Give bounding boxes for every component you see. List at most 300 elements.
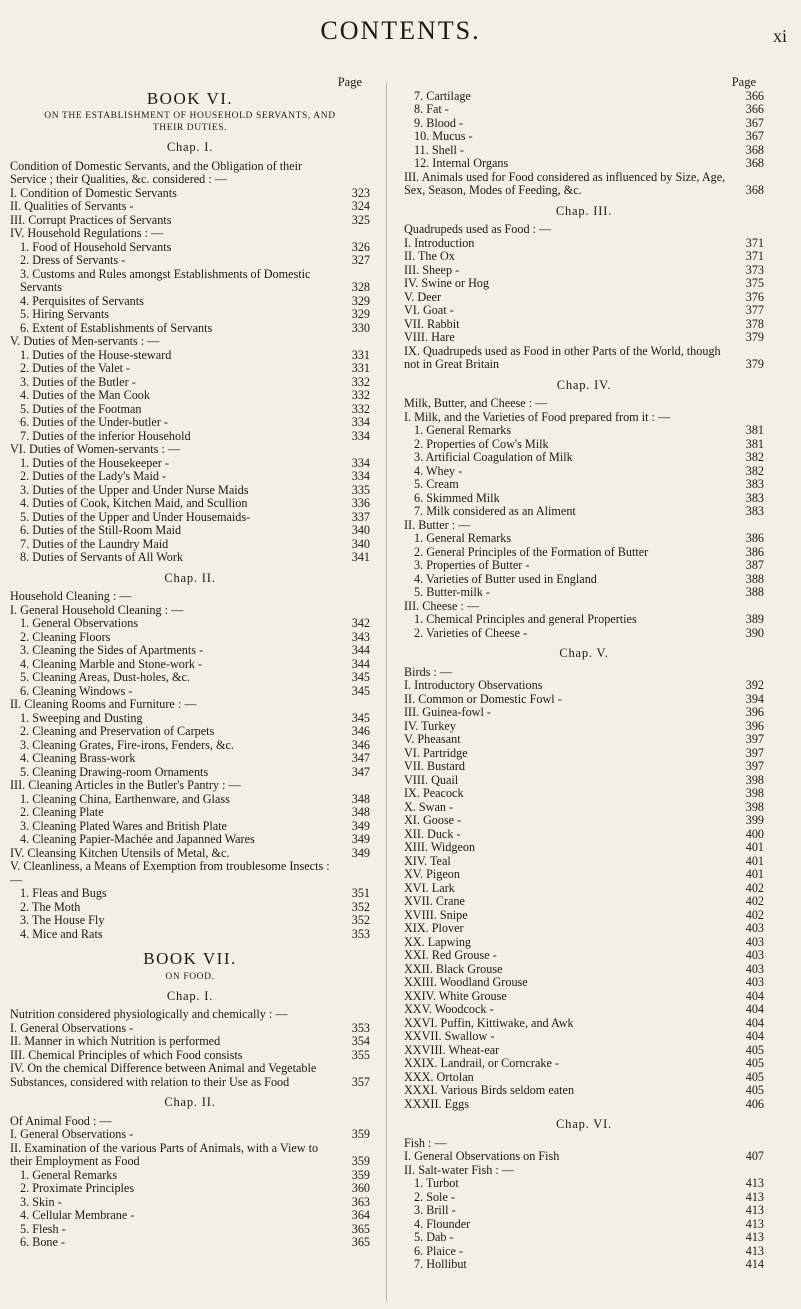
entry-title: 7. Cartilage: [414, 88, 471, 103]
entry-title: 1. Cleaning China, Earthenware, and Glass: [20, 791, 230, 806]
chapter-heading: Chap. III.: [555, 203, 613, 218]
entry-page: 396: [745, 705, 764, 719]
entry-page: 383: [745, 504, 764, 518]
entry-page: 398: [745, 786, 764, 800]
entry-page: 340: [351, 523, 370, 537]
entry-title: 4. Duties of the Man Cook: [20, 388, 150, 402]
toc-entry: [404, 760, 764, 774]
toc-entry: [404, 505, 764, 519]
entry-page: 325: [351, 212, 370, 227]
entry-page: 335: [351, 482, 370, 497]
entry-title: XXV. Woodcock -: [404, 1002, 494, 1016]
entry-page: 402: [745, 894, 764, 908]
entry-title: 3. Customs and Rules amongst Establishments of Domestic Servants: [20, 266, 311, 294]
toc-entry: [404, 882, 764, 896]
book-subtitle: ON FOOD.: [165, 971, 215, 982]
entry-title: 2. Duties of the Valet -: [20, 361, 131, 375]
toc-entry: [404, 1218, 764, 1232]
toc-entry: [404, 774, 764, 788]
toc-entry: [404, 1084, 764, 1098]
entry-page: 403: [745, 961, 764, 976]
entry-title: II. Salt-water Fish : —: [404, 1162, 515, 1177]
entry-page: 399: [745, 813, 764, 827]
toc-entry: [404, 318, 764, 332]
entry-title: II. Common or Domestic Fowl -: [404, 691, 562, 706]
entry-page: 348: [351, 805, 370, 819]
toc-entry: [10, 308, 370, 322]
toc-entry: [404, 264, 764, 278]
toc-entry: [10, 1049, 370, 1063]
entry-title: 5. Cleaning Drawing-room Ornaments: [20, 764, 209, 779]
toc-entry: [10, 214, 370, 228]
entry-title: 11. Shell -: [414, 142, 464, 157]
toc-entry: [10, 524, 370, 538]
toc-entry: [10, 820, 370, 834]
entry-title: 7. Hollibut: [414, 1257, 467, 1271]
toc-entry: [10, 187, 370, 201]
entry-page: 365: [351, 1235, 370, 1249]
entry-page: 332: [351, 401, 370, 416]
entry-title: 5. Hiring Servants: [20, 307, 110, 321]
toc-entry: [404, 250, 764, 264]
entry-page: 388: [745, 585, 764, 599]
chapter-heading: Chap. I.: [166, 140, 214, 154]
entry-title: 4. Cleaning Brass-work: [20, 751, 136, 765]
entry-page: 326: [351, 239, 370, 254]
chapter-heading: Chap. II.: [164, 1095, 216, 1109]
toc-entry: [404, 963, 764, 977]
entry-page: 334: [351, 428, 370, 443]
toc-entry: [404, 397, 764, 411]
entry-title: 8. Fat -: [414, 102, 449, 116]
entry-title: VI. Goat -: [404, 303, 454, 317]
entry-title: XXII. Black Grouse: [404, 961, 503, 976]
entry-title: XII. Duck -: [404, 826, 461, 841]
entry-page: 413: [745, 1230, 764, 1244]
entry-page: 337: [351, 509, 370, 524]
entry-page: 375: [745, 276, 764, 290]
entry-title: IV. Swine or Hog: [404, 276, 490, 290]
entry-title: XVI. Lark: [404, 880, 455, 895]
toc-entry: [404, 841, 764, 855]
entry-title: XXX. Ortolan: [404, 1069, 474, 1084]
entry-page: 343: [351, 629, 370, 644]
entry-title: 2. Proximate Principles: [20, 1181, 135, 1195]
toc-entry: [404, 171, 764, 198]
entry-page: 341: [351, 550, 370, 564]
entry-page: 346: [351, 737, 370, 752]
running-title: CONTENTS.: [320, 16, 481, 45]
entry-page: 344: [351, 656, 370, 671]
entry-page: 403: [745, 948, 764, 962]
entry-page: 357: [351, 1074, 370, 1089]
toc-entry: [10, 1209, 370, 1223]
entry-page: 413: [745, 1189, 764, 1204]
entry-title: X. Swan -: [404, 799, 454, 814]
entry-page: 381: [745, 436, 764, 451]
entry-title: III. Guinea-fowl -: [404, 705, 491, 719]
entry-title: 4. Cellular Membrane -: [20, 1208, 135, 1222]
entry-title: 2. Varieties of Cheese -: [414, 625, 528, 640]
entry-page: 324: [351, 199, 370, 213]
entry-page: 394: [745, 691, 764, 706]
entry-title: 1. General Remarks: [20, 1167, 118, 1182]
entry-page: 402: [745, 907, 764, 922]
toc-entry: [10, 617, 370, 631]
page-column-label: Page: [337, 75, 362, 89]
entry-page: 413: [745, 1203, 764, 1217]
entry-title: 6. Duties of the Under-butler -: [20, 415, 168, 429]
entry-page: 359: [351, 1154, 370, 1168]
entry-page: 401: [745, 840, 764, 854]
entry-page: 397: [745, 745, 764, 760]
toc-entry: [404, 733, 764, 747]
toc-entry: [10, 631, 370, 645]
entry-page: 332: [351, 374, 370, 389]
entry-title: 1. Fleas and Bugs: [20, 886, 107, 900]
entry-page: 403: [745, 934, 764, 949]
toc-entry: [404, 855, 764, 869]
entry-page: 353: [351, 1020, 370, 1035]
entry-title: I. General Observations -: [10, 1020, 134, 1035]
entry-page: 366: [745, 102, 764, 116]
entry-page: 334: [351, 469, 370, 483]
toc-entry: [404, 559, 764, 573]
entry-title: 6. Plaice -: [414, 1243, 464, 1258]
entry-title: V. Cleanliness, a Means of Exemption from troublesome Insects : —: [10, 859, 330, 887]
entry-page: 331: [351, 347, 370, 362]
entry-title: 7. Milk considered as an Aliment: [414, 504, 576, 518]
toc-entry: [10, 604, 370, 618]
toc-entry: [10, 403, 370, 417]
entry-page: 344: [351, 643, 370, 657]
entry-title: 2. Sole -: [414, 1189, 455, 1204]
entry-title: 2. Cleaning and Preservation of Carpets: [20, 724, 215, 738]
entry-page: 329: [351, 307, 370, 321]
toc-entry: [10, 241, 370, 255]
toc-entry: [404, 424, 764, 438]
toc-entry: [10, 847, 370, 861]
toc-entry: [10, 752, 370, 766]
entry-title: III. Corrupt Practices of Servants: [10, 212, 172, 227]
entry-title: 2. Cleaning Floors: [20, 629, 111, 644]
entry-title: III. Animals used for Food considered as influenced by Size, Age, Sex, Season, Modes of Feeding, &c.: [404, 169, 726, 197]
entry-title: XXIX. Landrail, or Corncrake -: [404, 1056, 559, 1070]
entry-title: 1. General Observations: [20, 616, 139, 630]
left-column: [10, 76, 370, 1250]
entry-title: 1. Food of Household Servants: [20, 239, 172, 254]
entry-title: III. Cleaning Articles in the Butler's Pantry : —: [10, 778, 241, 792]
entry-title: 1. Turbot: [414, 1176, 459, 1190]
entry-page: 328: [351, 280, 370, 294]
entry-page: 352: [351, 913, 370, 927]
entry-title: IV. On the chemical Difference between Animal and Vegetable Substances, considered with relation to their Use as Food: [10, 1061, 317, 1089]
entry-title: II. Manner in which Nutrition is performed: [10, 1034, 221, 1048]
toc-entry: [404, 277, 764, 291]
toc-entry: [404, 895, 764, 909]
entry-title: 3. Duties of the Upper and Under Nurse Maids: [20, 482, 249, 497]
entry-title: 10. Mucus -: [414, 129, 473, 143]
entry-title: 5. Flesh -: [20, 1221, 66, 1236]
entry-page: 340: [351, 536, 370, 551]
toc-entry: [10, 806, 370, 820]
entry-title: III. Chemical Principles of which Food consists: [10, 1047, 243, 1062]
chapter-heading: Chap. IV.: [556, 377, 612, 392]
entry-page: 398: [745, 772, 764, 787]
toc-entry: [404, 1017, 764, 1031]
entry-page: 323: [351, 185, 370, 200]
chapter-heading: Chap. V.: [559, 646, 609, 660]
entry-page: 398: [745, 799, 764, 814]
toc-entry: [10, 416, 370, 430]
entry-title: 1. Duties of the Housekeeper -: [20, 455, 169, 470]
toc-entry: [404, 237, 764, 251]
toc-entry: [10, 538, 370, 552]
toc-entry: [10, 376, 370, 390]
toc-entry: [404, 465, 764, 479]
entry-title: 3. Properties of Butter -: [414, 558, 530, 572]
entry-title: 4. Perquisites of Servants: [20, 293, 144, 308]
running-header: [0, 8, 801, 54]
toc-entry: [10, 551, 370, 565]
entry-title: II. Butter : —: [404, 517, 471, 532]
toc-entry: [10, 160, 370, 187]
toc-entry: [404, 478, 764, 492]
entry-title: Quadrupeds used as Food : —: [404, 222, 552, 236]
toc-entry: [10, 511, 370, 525]
entry-title: II. Qualities of Servants -: [10, 199, 134, 213]
entry-page: 327: [351, 253, 370, 267]
toc-entry: [404, 801, 764, 815]
entry-title: 9. Blood -: [414, 115, 464, 130]
entry-title: 4. Mice and Rats: [20, 926, 103, 941]
toc-entry: [404, 693, 764, 707]
entry-title: 5. Dab -: [414, 1230, 454, 1244]
entry-page: 382: [745, 450, 764, 464]
toc-entry: [404, 627, 764, 641]
entry-page: 329: [351, 293, 370, 308]
entry-page: 388: [745, 571, 764, 586]
entry-title: 4. Varieties of Butter used in England: [414, 571, 597, 586]
entry-page: 347: [351, 751, 370, 765]
entry-title: 1. Sweeping and Dusting: [20, 710, 143, 725]
toc-entry: [404, 1071, 764, 1085]
entry-title: Nutrition considered physiologically and chemically : —: [10, 1007, 288, 1021]
toc-entry: [404, 519, 764, 533]
toc-entry: [404, 949, 764, 963]
entry-page: 390: [745, 625, 764, 640]
entry-page: 404: [745, 1029, 764, 1043]
toc-entry: [404, 990, 764, 1004]
entry-title: 1. Chemical Principles and general Properties: [414, 612, 637, 626]
toc-entry: [10, 914, 370, 928]
entry-title: Household Cleaning : —: [10, 589, 132, 603]
toc-entry: [404, 868, 764, 882]
toc-entry: [404, 1150, 764, 1164]
entry-title: II. Examination of the various Parts of Animals, with a View to their Employment as Food: [10, 1140, 319, 1168]
toc-entry: [404, 586, 764, 600]
entry-page: 404: [745, 1002, 764, 1016]
entry-title: I. Introductory Observations: [404, 678, 543, 692]
toc-entry: [10, 725, 370, 739]
entry-page: 332: [351, 388, 370, 402]
book-subtitle: ON THE ESTABLISHMENT OF HOUSEHOLD SERVANTS, AND THEIR DUTIES.: [44, 111, 336, 133]
entry-title: 3. Skin -: [20, 1194, 62, 1209]
toc-entry: [404, 787, 764, 801]
entry-page: 371: [745, 235, 764, 250]
entry-page: 347: [351, 764, 370, 779]
toc-entry: [404, 922, 764, 936]
toc-entry: [404, 1191, 764, 1205]
entry-title: I. General Observations -: [10, 1127, 134, 1141]
entry-page: 355: [351, 1047, 370, 1062]
entry-title: XX. Lapwing: [404, 934, 472, 949]
toc-entry: [10, 1035, 370, 1049]
entry-page: 381: [745, 423, 764, 437]
toc-entry: [10, 254, 370, 268]
entry-title: 4. Duties of Cook, Kitchen Maid, and Scullion: [20, 496, 248, 510]
entry-title: 4. Whey -: [414, 463, 463, 478]
toc-entry: [10, 779, 370, 793]
toc-entry: [10, 322, 370, 336]
toc-entry: [10, 793, 370, 807]
toc-entry: [404, 573, 764, 587]
entry-page: 345: [351, 683, 370, 698]
entry-title: 8. Duties of Servants of All Work: [20, 550, 183, 564]
entry-page: 334: [351, 455, 370, 470]
entry-page: 413: [745, 1176, 764, 1190]
toc-entry: [10, 1115, 370, 1129]
entry-page: 378: [745, 316, 764, 331]
entry-title: VIII. Hare: [404, 330, 455, 344]
toc-entry: [404, 345, 764, 372]
toc-entry: [404, 828, 764, 842]
toc-entry: [10, 1223, 370, 1237]
entry-title: 4. Cleaning Marble and Stone-work -: [20, 656, 203, 671]
toc-entry: [404, 600, 764, 614]
toc-entry: [10, 1128, 370, 1142]
entry-page: 397: [745, 732, 764, 746]
entry-page: 403: [745, 975, 764, 989]
entry-page: 413: [745, 1243, 764, 1258]
entry-page: 348: [351, 791, 370, 806]
toc-entry: [404, 1030, 764, 1044]
entry-title: 6. Extent of Establishments of Servants: [20, 320, 213, 335]
entry-page: 379: [745, 330, 764, 344]
toc-entry: [404, 291, 764, 305]
entry-title: 2. General Principles of the Formation of Butter: [414, 544, 649, 559]
entry-title: IV. Household Regulations : —: [10, 226, 164, 240]
entry-title: 4. Flounder: [414, 1216, 471, 1231]
entry-page: 401: [745, 867, 764, 881]
page-number: xi: [772, 26, 787, 46]
toc-entry: [404, 90, 764, 104]
entry-page: 367: [745, 115, 764, 130]
chapter-heading: Chap. II.: [164, 570, 216, 585]
entry-title: III. Sheep -: [404, 262, 460, 277]
toc-entry: [10, 1236, 370, 1250]
toc-entry: [404, 1057, 764, 1071]
entry-page: 376: [745, 289, 764, 304]
toc-entry: [404, 936, 764, 950]
toc-entry: [10, 658, 370, 672]
entry-title: IV. Turkey: [404, 718, 456, 733]
toc-entry: [404, 720, 764, 734]
entry-page: 360: [351, 1181, 370, 1195]
entry-title: XVIII. Snipe: [404, 907, 468, 922]
toc-entry: [404, 532, 764, 546]
toc-entry: [404, 1098, 764, 1112]
entry-page: 346: [351, 724, 370, 738]
entry-title: IX. Quadrupeds used as Food in other Parts of the World, though not in Great Britain: [404, 343, 721, 371]
entry-page: 414: [745, 1257, 764, 1271]
toc-entry: [404, 1137, 764, 1151]
entry-page: 353: [351, 926, 370, 941]
toc-entry: [404, 411, 764, 425]
entry-title: 7. Duties of the Laundry Maid: [20, 536, 169, 551]
toc-entry: [10, 698, 370, 712]
entry-title: 5. Duties of the Footman: [20, 401, 142, 416]
entry-title: 2. Duties of the Lady's Maid -: [20, 469, 167, 483]
toc-entry: [404, 679, 764, 693]
toc-entry: [404, 1231, 764, 1245]
entry-page: 364: [351, 1208, 370, 1222]
book-heading: BOOK VI.: [146, 88, 234, 108]
entry-title: 2. Properties of Cow's Milk: [414, 436, 549, 451]
entry-title: 6. Skimmed Milk: [414, 490, 500, 505]
entry-title: 6. Duties of the Still-Room Maid: [20, 523, 182, 537]
entry-page: 382: [745, 463, 764, 478]
entry-title: XXVI. Puffin, Kittiwake, and Awk: [404, 1015, 574, 1030]
entry-title: I. General Household Cleaning : —: [10, 602, 184, 617]
entry-page: 405: [745, 1056, 764, 1070]
entry-page: 342: [351, 616, 370, 630]
toc-entry: [10, 901, 370, 915]
entry-page: 386: [745, 544, 764, 559]
chapter-heading: Chap. I.: [166, 988, 214, 1003]
entry-title: I. Milk, and the Varieties of Food prepared from it : —: [404, 409, 671, 424]
entry-title: 6. Cleaning Windows -: [20, 683, 133, 698]
entry-page: 404: [745, 1015, 764, 1030]
entry-title: Of Animal Food : —: [10, 1113, 112, 1128]
entry-title: XIX. Plover: [404, 921, 464, 935]
entry-page: 363: [351, 1194, 370, 1209]
entry-title: VII. Rabbit: [404, 316, 460, 331]
entry-title: 2. The Moth: [20, 899, 81, 914]
toc-entry: [10, 1008, 370, 1022]
entry-page: 349: [351, 818, 370, 833]
entry-title: XXXI. Various Birds seldom eaten: [404, 1083, 575, 1097]
entry-page: 371: [745, 249, 764, 263]
entry-title: 5. Butter-milk -: [414, 585, 490, 599]
entry-title: Fish : —: [404, 1135, 447, 1150]
entry-title: 3. Brill -: [414, 1203, 456, 1217]
entry-title: XXIII. Woodland Grouse: [404, 975, 528, 989]
entry-page: 334: [351, 415, 370, 429]
entry-page: 351: [351, 886, 370, 900]
toc-entry: [10, 200, 370, 214]
entry-title: II. Cleaning Rooms and Furniture : —: [10, 697, 197, 711]
entry-title: V. Pheasant: [404, 732, 461, 746]
entry-page: 373: [745, 262, 764, 277]
entry-title: 3. Cleaning Grates, Fire-irons, Fenders, &c.: [20, 737, 234, 752]
entry-page: 387: [745, 558, 764, 572]
entry-page: 365: [351, 1221, 370, 1236]
column-divider: [386, 82, 387, 1302]
entry-title: 6. Bone -: [20, 1235, 66, 1249]
toc-entry: [10, 430, 370, 444]
toc-entry: [10, 644, 370, 658]
